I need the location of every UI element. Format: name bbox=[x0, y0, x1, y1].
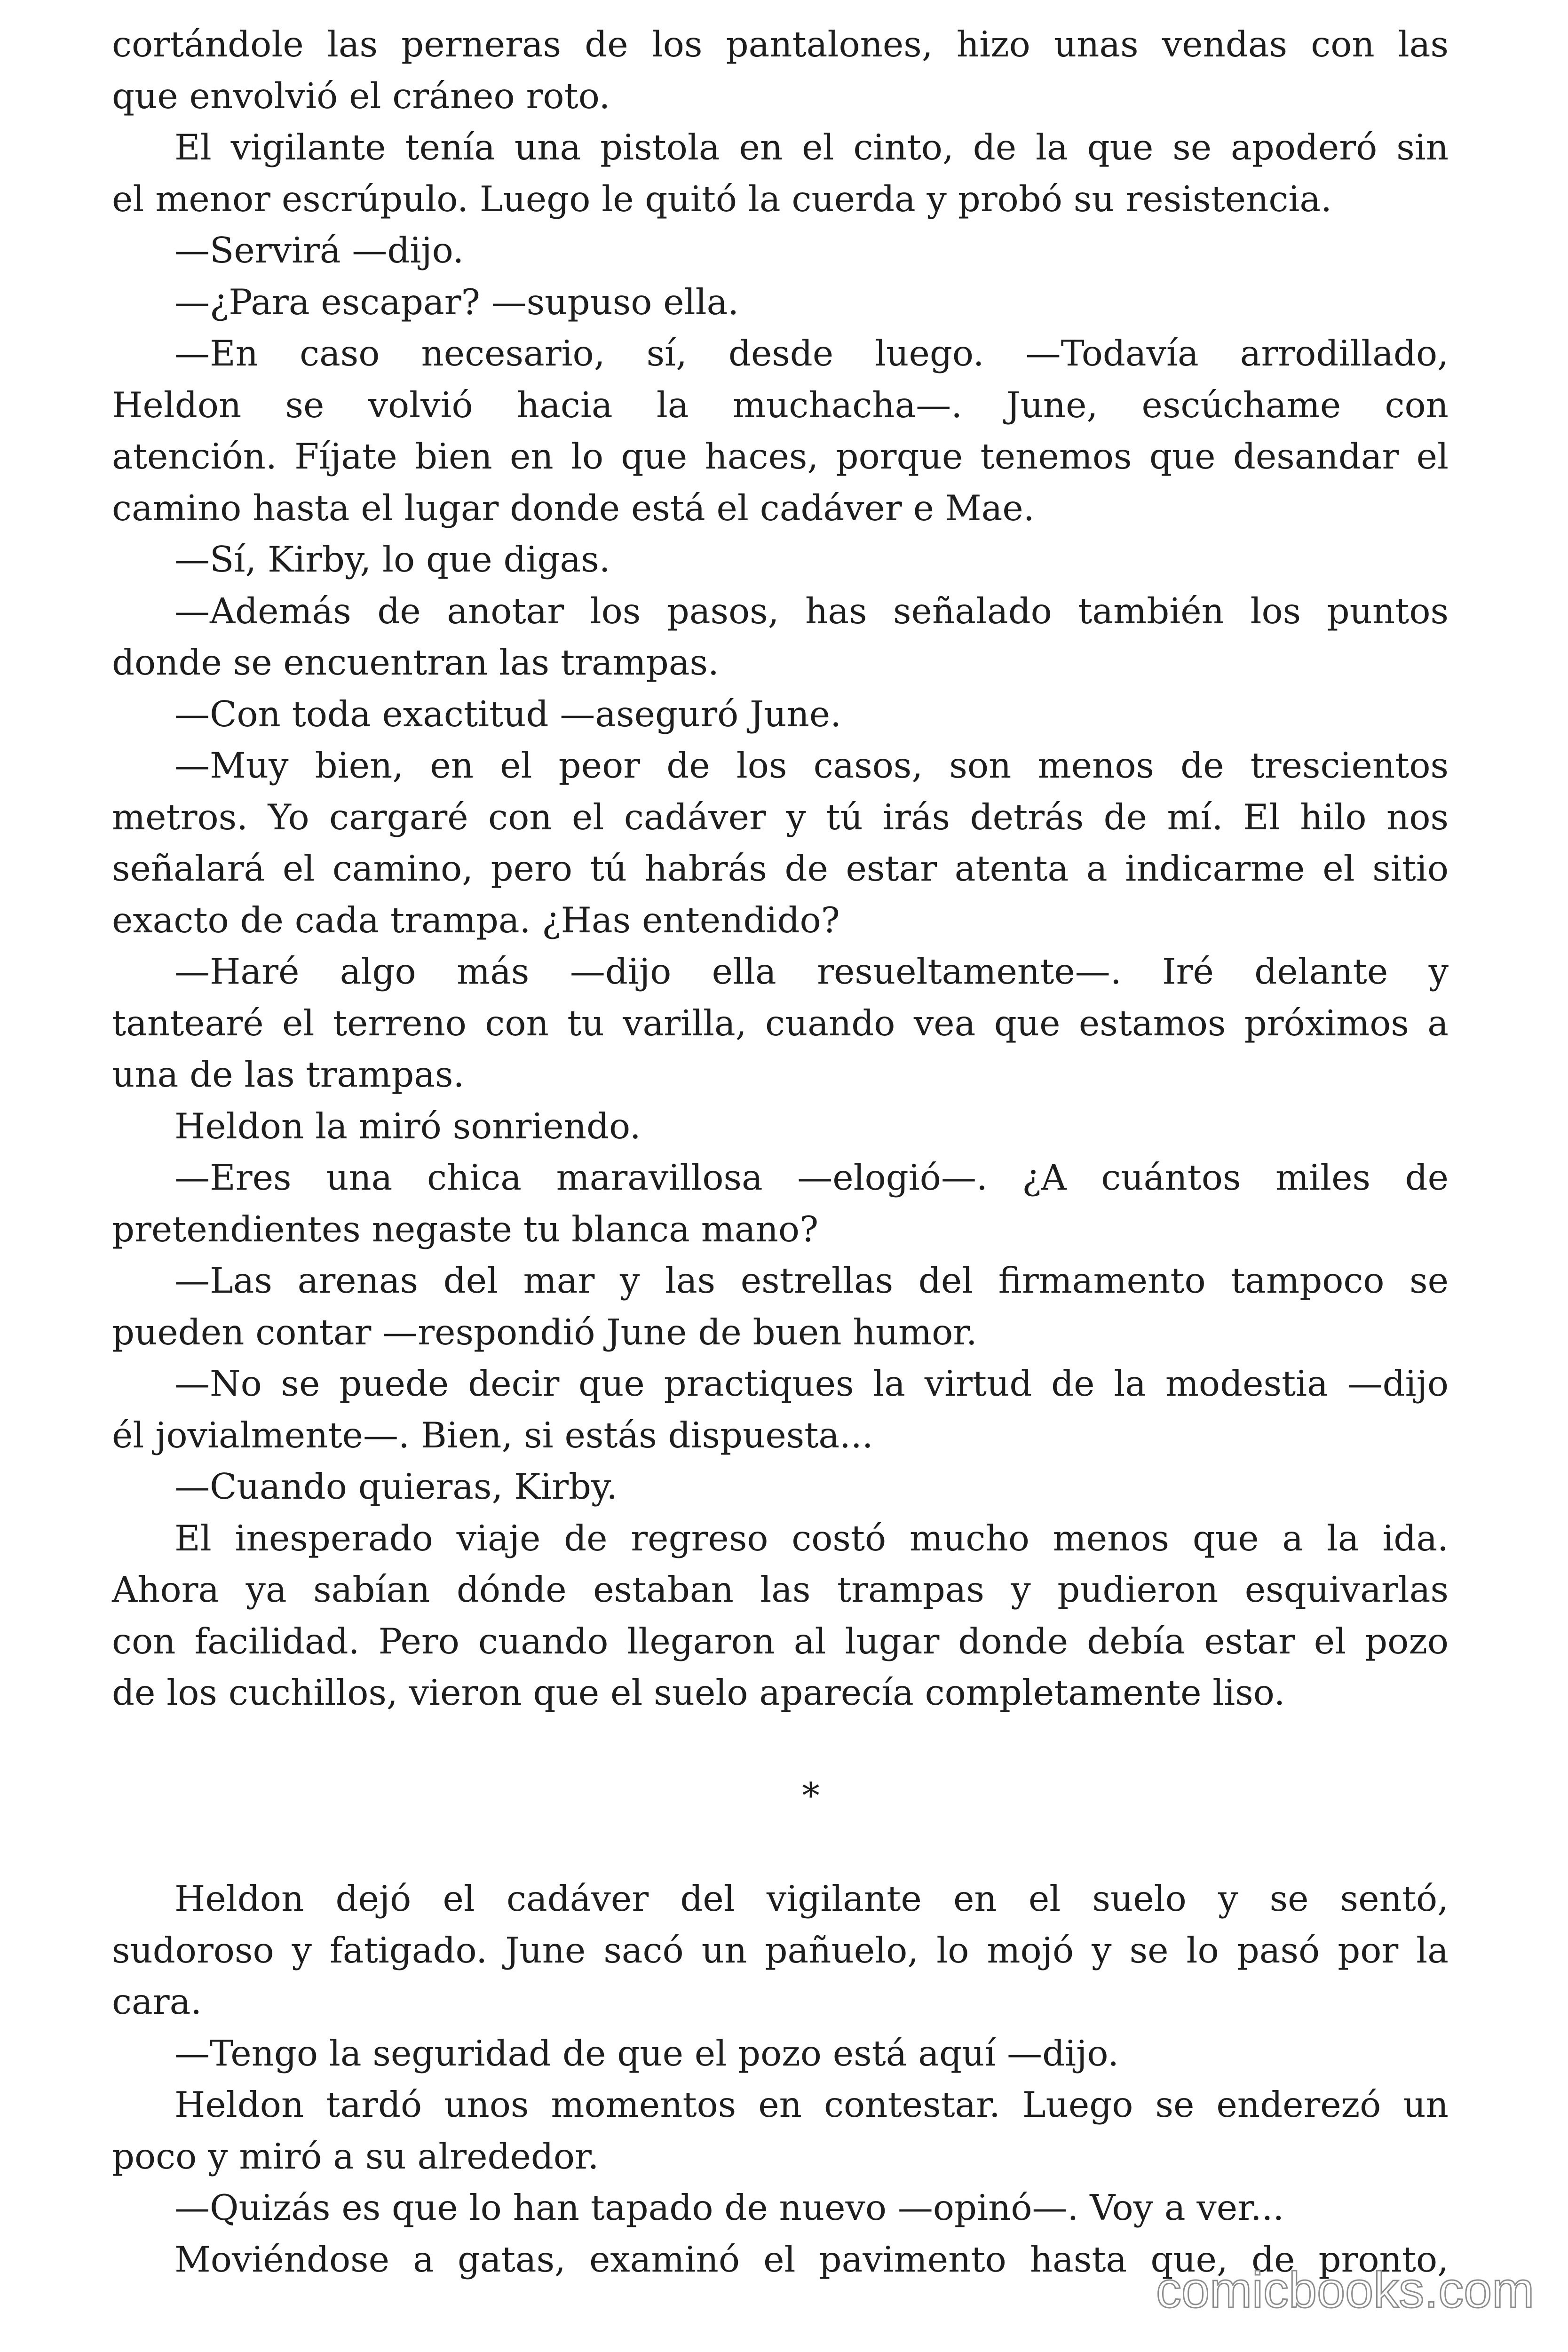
text-line: exacto de cada trampa. ¿Has entendido? bbox=[112, 899, 840, 941]
text-line: camino hasta el lugar donde está el cadáver e Mae. bbox=[112, 487, 1035, 529]
text-line: el menor escrúpulo. Luego le quitó la cuerda y probó su resistencia. bbox=[112, 178, 1332, 220]
paragraph bbox=[112, 946, 1449, 1101]
text-line: señalará el camino, pero tú habrás de estar atenta a indicarme el sitio bbox=[112, 848, 1449, 889]
text-line: El inesperado viaje de regreso costó mucho menos que a la ida. bbox=[174, 1517, 1449, 1559]
paragraph bbox=[112, 328, 1449, 534]
text-line: —Haré algo más —dijo ella resueltamente—. Iré delante y bbox=[174, 951, 1449, 992]
text-line: donde se encuentran las trampas. bbox=[112, 642, 719, 683]
text-line: —Con toda exactitud —aseguró June. bbox=[174, 693, 842, 735]
watermark: comicbooks.com bbox=[1156, 2261, 1535, 2318]
text-line: con facilidad. Pero cuando llegaron al lugar donde debía estar el pozo bbox=[112, 1620, 1449, 1662]
text-line: de los cuchillos, vieron que el suelo aparecía completamente liso. bbox=[112, 1672, 1285, 1713]
text-line: —Las arenas del mar y las estrellas del firmamento tampoco se bbox=[174, 1260, 1449, 1301]
text-line: sudoroso y fatigado. June sacó un pañuelo, lo mojó y se lo pasó por la bbox=[112, 1929, 1449, 1971]
text-line: tantearé el terreno con tu varilla, cuando vea que estamos próximos a bbox=[112, 1002, 1449, 1044]
section-break: * bbox=[802, 1775, 820, 1816]
paragraph bbox=[112, 19, 1449, 122]
text-line: cortándole las perneras de los pantalones, hizo unas vendas con las bbox=[112, 24, 1449, 65]
body-text bbox=[112, 19, 1449, 2285]
text-line: cara. bbox=[112, 1981, 202, 2022]
text-line: —En caso necesario, sí, desde luego. —Todavía arrodillado, bbox=[174, 333, 1449, 374]
text-line: —Sí, Kirby, lo que digas. bbox=[174, 539, 610, 580]
paragraph bbox=[112, 1513, 1449, 1719]
paragraph bbox=[112, 1873, 1449, 2028]
paragraph bbox=[112, 689, 1449, 740]
paragraph bbox=[112, 2079, 1449, 2182]
text-line: Heldon tardó unos momentos en contestar. Luego se enderezó un bbox=[174, 2084, 1449, 2125]
paragraph bbox=[112, 225, 1449, 277]
paragraph bbox=[112, 534, 1449, 586]
text-line: —Además de anotar los pasos, has señalado también los puntos bbox=[174, 590, 1449, 632]
paragraph bbox=[112, 1255, 1449, 1358]
paragraph bbox=[112, 586, 1449, 689]
text-line: poco y miró a su alrededor. bbox=[112, 2135, 599, 2177]
text-line: Moviéndose a gatas, examinó el pavimento hasta que, de pronto, bbox=[174, 2238, 1449, 2280]
text-line: él jovialmente—. Bien, si estás dispuesta... bbox=[112, 1414, 873, 1456]
text-line: Heldon se volvió hacia la muchacha—. June, escúchame con bbox=[112, 384, 1449, 426]
text-line: Heldon la miró sonriendo. bbox=[174, 1105, 641, 1147]
text-line: metros. Yo cargaré con el cadáver y tú irás detrás de mí. El hilo nos bbox=[112, 796, 1449, 838]
text-line: Ahora ya sabían dónde estaban las trampas y pudieron esquivarlas bbox=[112, 1569, 1449, 1610]
text-line: atención. Fíjate bien en lo que haces, porque tenemos que desandar el bbox=[112, 436, 1449, 477]
text-line: —No se puede decir que practiques la virtud de la modestia —dijo bbox=[174, 1363, 1449, 1404]
text-line: una de las trampas. bbox=[112, 1054, 465, 1095]
paragraph bbox=[112, 277, 1449, 328]
text-line: El vigilante tenía una pistola en el cinto, de la que se apoderó sin bbox=[174, 127, 1449, 168]
paragraph bbox=[112, 1152, 1449, 1255]
text-line: —¿Para escapar? —supuso ella. bbox=[174, 281, 739, 323]
text-line: —Quizás es que lo han tapado de nuevo —opinó—. Voy a ver... bbox=[174, 2187, 1284, 2228]
text-line: pretendientes negaste tu blanca mano? bbox=[112, 1208, 819, 1250]
text-line: Heldon dejó el cadáver del vigilante en el suelo y se sentó, bbox=[174, 1878, 1449, 1919]
text-line: —Muy bien, en el peor de los casos, son menos de trescientos bbox=[174, 745, 1449, 786]
text-line: que envolvió el cráneo roto. bbox=[112, 75, 610, 117]
text-line: —Servirá —dijo. bbox=[174, 230, 464, 271]
text-line: —Eres una chica maravillosa —elogió—. ¿A cuántos miles de bbox=[174, 1157, 1449, 1198]
text-line: —Cuando quieras, Kirby. bbox=[174, 1466, 618, 1507]
paragraph bbox=[112, 740, 1449, 946]
paragraph bbox=[112, 2182, 1449, 2234]
paragraph bbox=[112, 1358, 1449, 1461]
paragraph bbox=[112, 2028, 1449, 2080]
paragraph bbox=[112, 1101, 1449, 1152]
text-line: —Tengo la seguridad de que el pozo está aquí —dijo. bbox=[174, 2032, 1119, 2074]
paragraph bbox=[112, 1461, 1449, 1513]
text-line: pueden contar —respondió June de buen humor. bbox=[112, 1311, 977, 1353]
paragraph bbox=[112, 122, 1449, 225]
